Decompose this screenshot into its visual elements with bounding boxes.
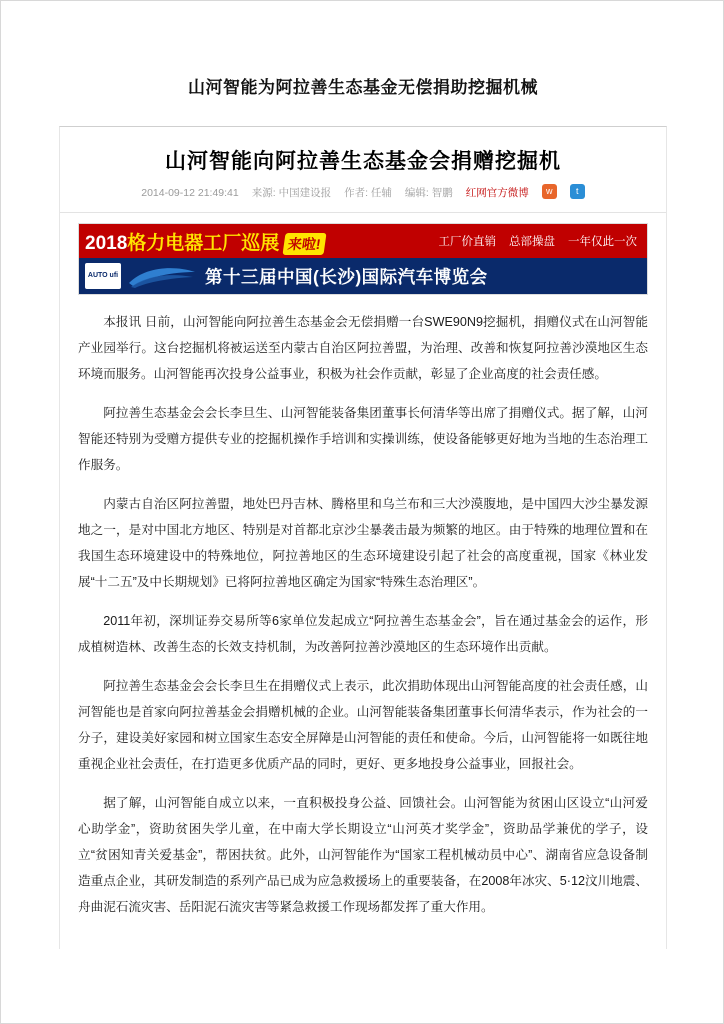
- paragraph: 本报讯 日前，山河智能向阿拉善生态基金会无偿捐赠一台SWE90N9挖掘机，捐赠仪式在山河智能产业园举行。这台挖掘机将被运送至内蒙古自治区阿拉善盟，为治理、改善和恢复阿拉善沙漠地区生态环境而服务。山河智能再次投身公益事业，积极为社会作贡献，彰显了企业高度的社会责任感。: [78, 315, 648, 381]
- meta-datetime: 2014-09-12 21:49:41: [141, 186, 239, 199]
- ad-banner-top[interactable]: [79, 224, 647, 258]
- meta-author: 作者: 任辅: [344, 187, 392, 199]
- meta-source: 来源: 中国建设报: [251, 187, 332, 199]
- ad-top-bullets: [439, 233, 642, 249]
- paragraph: 据了解，山河智能自成立以来，一直积极投身公益、回馈社会。山河智能为贫困山区设立“山河爱心助学金”，资助贫困失学儿童，在中南大学长期设立“山河英才奖学金”，资助品学兼优的学子，设立“贫困知青关爱基金”，帮困扶贫。此外，山河智能作为“国家工程机械动员中心”、湖南省应急设备制造重点企业，其研发制造的系列产品已成为应急救援场上的重要装备，在2008年冰灾、5·12汶川地震、舟曲泥石流灾害、岳阳泥石流灾害等紧急救援工作现场都发挥了重大作用。: [78, 796, 648, 914]
- page-title: 山河智能为阿拉善生态基金无偿捐助挖掘机械: [188, 78, 538, 97]
- ad-bullet-1: 工厂价直销: [438, 236, 496, 248]
- document-content: [59, 1, 667, 949]
- ad-banner[interactable]: [78, 223, 648, 295]
- ad-top-text: 格力电器工厂巡展: [127, 232, 280, 254]
- paragraph: 阿拉善生态基金会会长李旦生、山河智能装备集团董事长何清华等出席了捐赠仪式。据了解，山河智能还特别为受赠方提供专业的挖掘机操作手培训和实操训练，使设备能够更好地为当地的生态治理工作服务。: [78, 406, 648, 472]
- article-headline: 山河智能向阿拉善生态基金会捐赠挖掘机: [165, 150, 561, 173]
- article-meta: [60, 185, 666, 213]
- tencent-weibo-icon[interactable]: t: [570, 184, 585, 199]
- paragraph: 内蒙古自治区阿拉善盟，地处巴丹吉林、腾格里和乌兰布和三大沙漠腹地，是中国四大沙尘暴发源地之一，是对中国北方地区、特别是对首都北京沙尘暴袭击最为频繁的地区。由于特殊的地理位置和在我国生态环境建设中的特殊地位，阿拉善地区的生态环境建设引起了社会的高度重视，国家《林业发展“十二五”及中长期规划》已将阿拉善地区确定为国家“特殊生态治理区”。: [78, 497, 648, 589]
- ad-bullet-2: 总部操盘: [509, 236, 555, 248]
- ad-top-headline: [85, 228, 325, 255]
- paragraph: 阿拉善生态基金会会长李旦生在捐赠仪式上表示，此次捐助体现出山河智能高度的社会责任感，山河智能也是首家向阿拉善基金会捐赠机械的企业。山河智能装备集团董事长何清华表示，作为社会的一分子，建设美好家园和树立国家生态安全屏障是山河智能的责任和使命。今后，山河智能将一如既往地重视企业社会责任，在打造更多优质产品的同时，更好、更多地投身公益事业，回报社会。: [78, 679, 648, 771]
- article-container: [59, 126, 667, 949]
- ad-year: 2018: [85, 232, 128, 254]
- ad-banner-bottom[interactable]: [79, 258, 647, 294]
- ad-badge: 来啦!: [283, 233, 327, 255]
- swoosh-icon: [127, 263, 197, 289]
- article-body: [60, 295, 666, 949]
- sina-weibo-icon[interactable]: w: [542, 184, 557, 199]
- ad-logo: AUTO ufi: [85, 263, 121, 289]
- paragraph: 2011年初，深圳证券交易所等6家单位发起成立“阿拉善生态基金会”，旨在通过基金会的运作，形成植树造林、改善生态的长效支持机制，为改善阿拉善沙漠地区的生态环境作出贡献。: [78, 614, 648, 654]
- ad-bullet-3: 一年仅此一次: [568, 236, 637, 248]
- meta-weibo-label: 红网官方微博: [465, 187, 529, 199]
- ad-bottom-text: 第十三届中国(长沙)国际汽车博览会: [205, 266, 488, 287]
- meta-editor: 编辑: 智鹏: [404, 187, 453, 199]
